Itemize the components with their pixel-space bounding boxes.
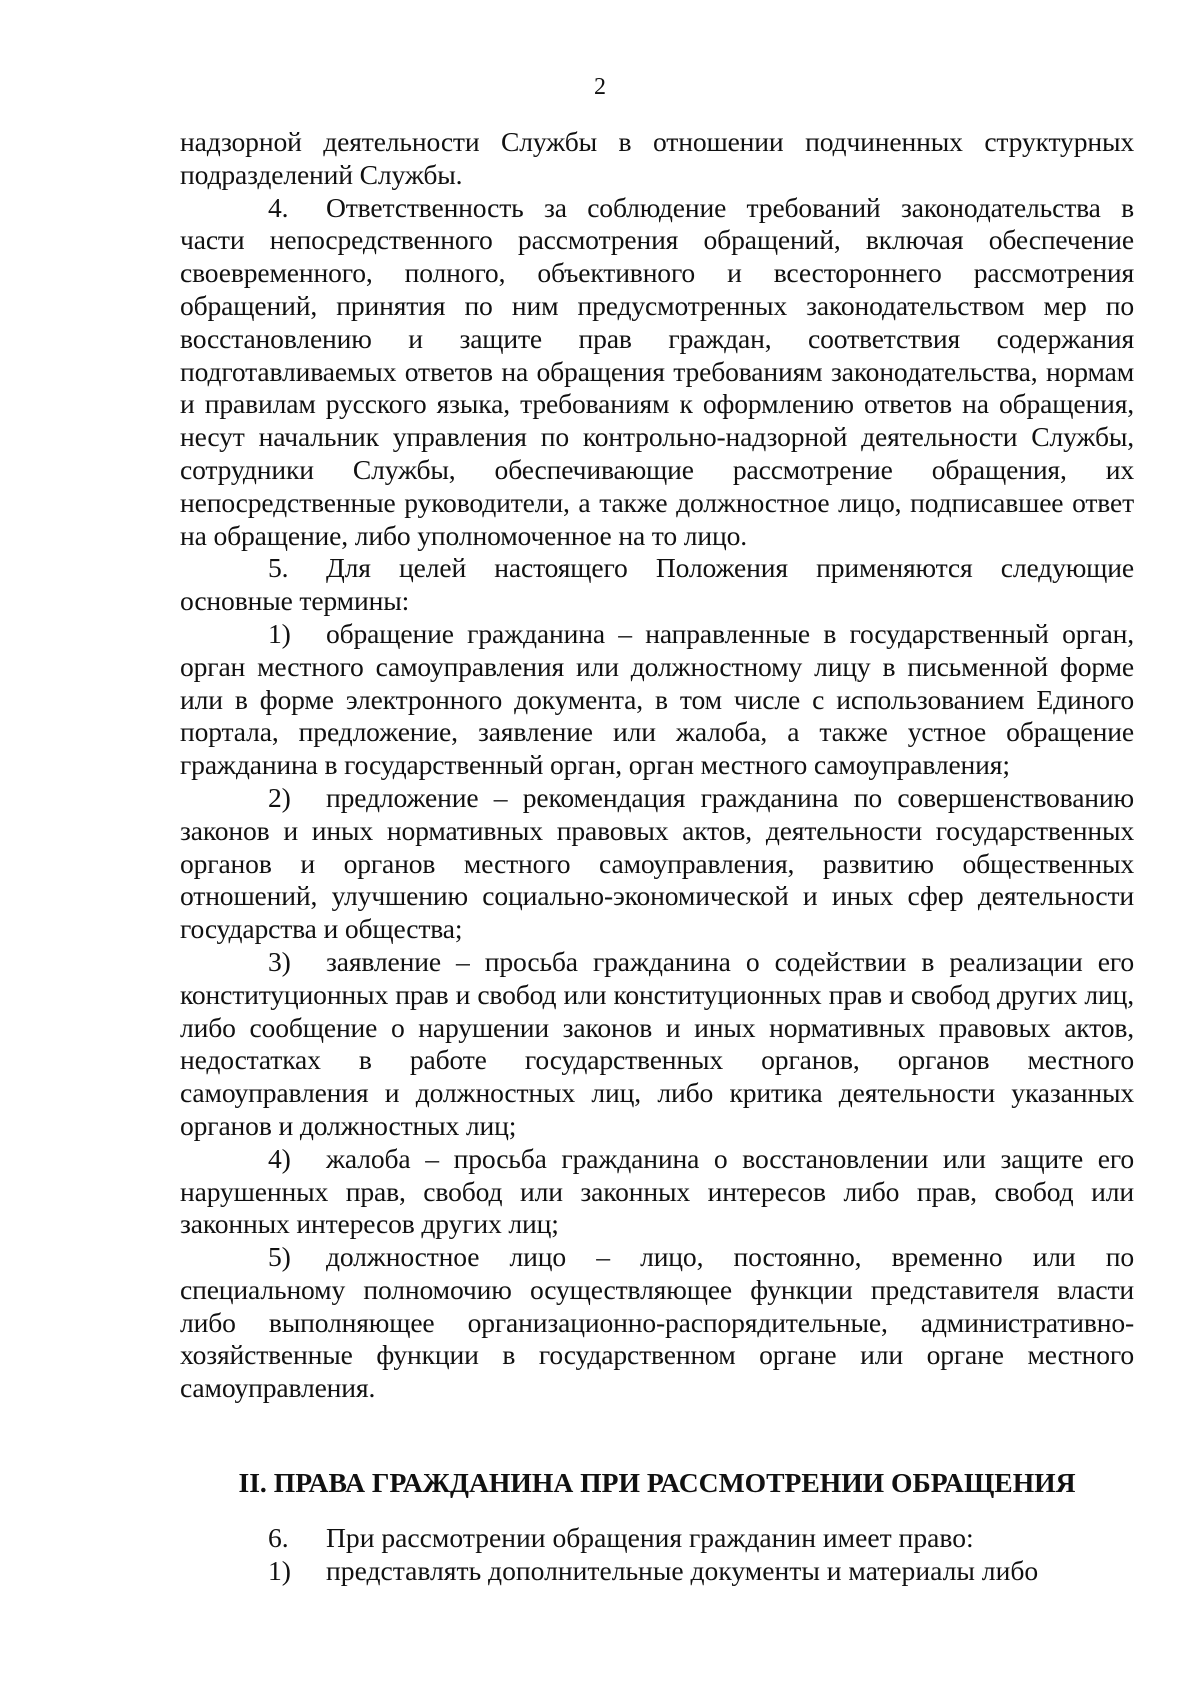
paragraph-continuation: надзорной деятельности Службы в отношении подчиненных структурных подразделений Службы.	[180, 126, 1134, 190]
paragraph-number: 4.	[268, 191, 289, 223]
right-text: представлять дополнительные документы и материалы либо	[326, 1554, 1039, 1586]
term-2	[180, 782, 1134, 946]
term-text: обращение гражданина – направленные в государственный орган, орган местного самоуправления или должностному лицу в письменной форме или в форме электронного документа, в том числе с использованием Единого портала, предложение, заявление или жалоба, а также устное обращение гражданина в государственный орган, орган местного самоуправления;	[180, 617, 1134, 781]
right-1	[180, 1555, 1134, 1588]
term-text: должностное лицо – лицо, постоянно, временно или по специальному полномочию осуществляющее функции представителя власти либо выполняющее организационно-распорядительные, административно-хозяйственные функции в государственном органе или органе местного самоуправления.	[180, 1241, 1134, 1404]
term-5	[180, 1241, 1134, 1405]
term-4	[180, 1143, 1134, 1241]
paragraph-5	[180, 552, 1134, 618]
section-heading: II. ПРАВА ГРАЖДАНИНА ПРИ РАССМОТРЕНИИ ОБРАЩЕНИЯ	[238, 1467, 1076, 1498]
page-number: 2	[594, 74, 606, 100]
paragraph-4	[180, 192, 1134, 553]
paragraph-6	[180, 1522, 1134, 1555]
paragraph-text: Для целей настоящего Положения применяются следующие основные термины:	[180, 552, 1134, 617]
paragraph-text: Ответственность за соблюдение требований законодательства в части непосредственного рассмотрения обращений, включая обеспечение своевременного, полного, объективного и всестороннего рассмотрения обращений, принятия по ним предусмотренных законодательством мер по восстановлению и защите прав граждан, соответствия содержания подготавливаемых ответов на обращения требованиям законодательства, нормам и правилам русского языка, требованиям к оформлению ответов на обращения, несут начальник управления по контрольно-надзорной деятельности Службы, сотрудники Службы, обеспечивающие рассмотрение обращения, их непосредственные руководители, а также должностное лицо, подписавшее ответ на обращение, либо уполномоченное на то лицо.	[180, 191, 1134, 551]
right-number: 1)	[268, 1554, 291, 1586]
term-text: жалоба – просьба гражданина о восстановлении или защите его нарушенных прав, свобод или законных интересов либо прав, свобод или законных интересов других лиц;	[180, 1142, 1134, 1240]
term-1	[180, 618, 1134, 782]
term-3	[180, 946, 1134, 1143]
document-body	[180, 126, 1134, 1405]
term-number: 3)	[268, 945, 291, 977]
term-number: 1)	[268, 617, 291, 649]
term-number: 2)	[268, 781, 291, 813]
paragraph-number: 6.	[268, 1522, 289, 1553]
term-text: предложение – рекомендация гражданина по совершенствованию законов и иных нормативных правовых актов, деятельности государственных органов и органов местного самоуправления, развитию общественных отношений, улучшению социально-экономической и иных сфер деятельности государства и общества;	[180, 781, 1134, 945]
section-two-body	[180, 1522, 1134, 1588]
paragraph-text: При рассмотрении обращения гражданин имеет право:	[326, 1522, 974, 1553]
term-number: 5)	[268, 1241, 291, 1273]
term-text: заявление – просьба гражданина о содействии в реализации его конституционных прав и свобод или конституционных прав и свобод других лиц, либо сообщение о нарушении законов и иных нормативных правовых актов, недостатках в работе государственных органов, органов местного самоуправления и должностных лиц, либо критика деятельности указанных органов и должностных лиц;	[180, 945, 1134, 1141]
term-number: 4)	[268, 1142, 291, 1174]
paragraph-number: 5.	[268, 552, 289, 584]
